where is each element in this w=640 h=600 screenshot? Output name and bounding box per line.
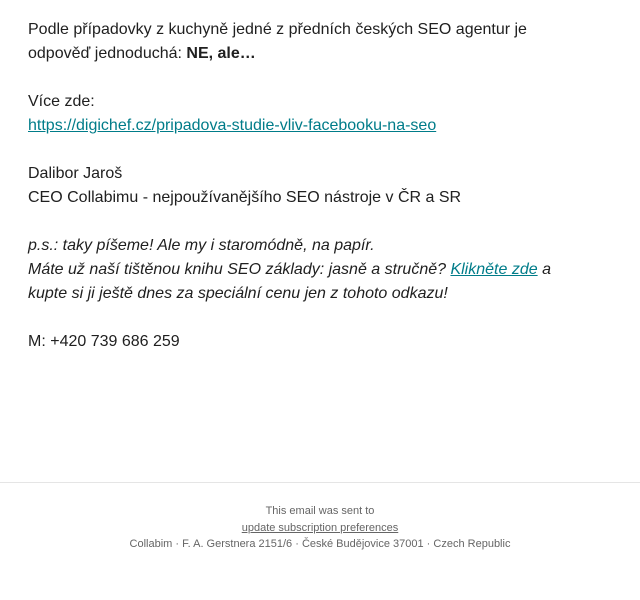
signature-name: Dalibor Jaroš: [28, 165, 123, 182]
intro-bold-answer: NE, ale…: [186, 45, 256, 62]
intro-text: Podle případovky z kuchyně jedné z předních českých SEO agentur je odpověď jednoduchá:: [28, 21, 527, 62]
signature-title: CEO Collabimu - nejpoužívanějšího SEO nástroje v ČR a SR: [28, 189, 462, 206]
ps-line-2-end: a kupte si ji ještě dnes za speciální cenu jen z tohoto odkazu!: [28, 261, 551, 302]
phone-paragraph: [28, 330, 588, 354]
ps-line-1: p.s.: taky píšeme! Ale my i staromódně, na papír.: [28, 237, 375, 254]
book-link[interactable]: Klikněte zde: [450, 261, 538, 278]
company-address: Collabim · F. A. Gerstnera 2151/6 · České Budějovice 37001 · Czech Republic: [129, 538, 511, 550]
ps-text: [28, 237, 551, 302]
case-study-link[interactable]: https://digichef.cz/pripadova-studie-vliv-facebooku-na-seo: [28, 117, 437, 134]
more-info-label: Více zde:: [28, 93, 95, 110]
more-info-paragraph: [28, 90, 588, 138]
update-preferences-link[interactable]: update subscription preferences: [241, 521, 399, 534]
email-footer: [0, 503, 640, 553]
ps-paragraph: [28, 234, 588, 306]
sent-to-text: This email was sent to: [265, 505, 375, 517]
signature: [28, 162, 588, 210]
ps-line-2-start: Máte už naší tištěnou knihu SEO základy: jasně a stručně?: [28, 261, 451, 278]
phone-number: M: +420 739 686 259: [28, 333, 180, 350]
intro-paragraph: [28, 18, 588, 66]
email-body: [28, 18, 588, 378]
footer-divider: [0, 482, 640, 483]
